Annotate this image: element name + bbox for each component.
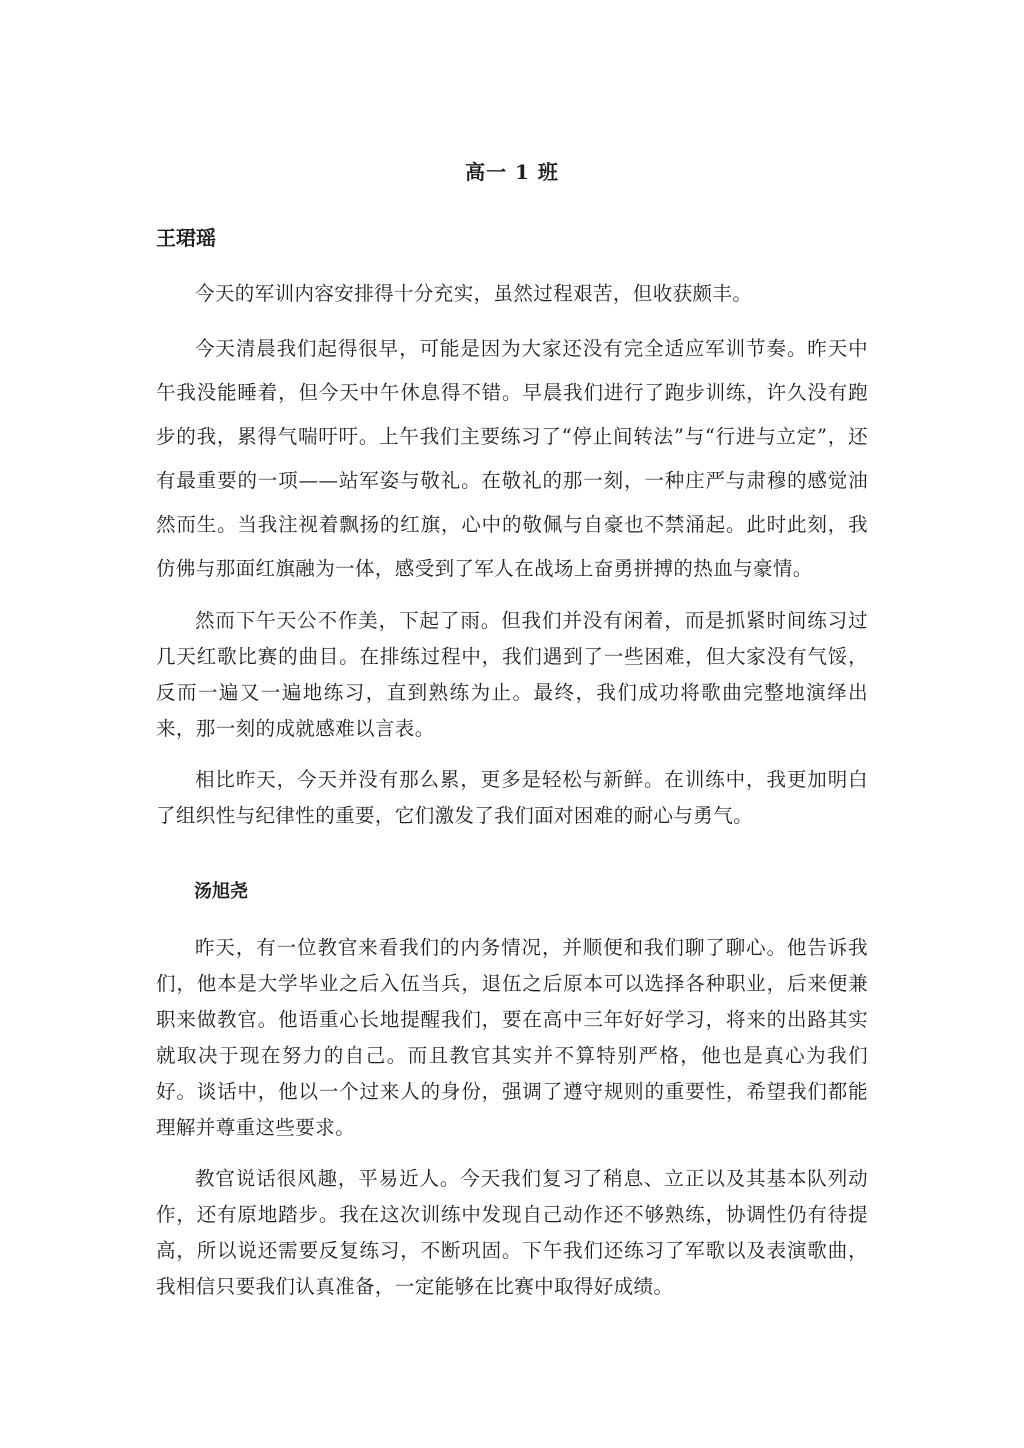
diary-entry <box>156 276 868 834</box>
paragraph: 然而下午天公不作美，下起了雨。但我们并没有闲着，而是抓紧时间练习过几天红歌比赛的曲目。在排练过程中，我们遇到了一些困难，但大家没有气馁，反而一遍又一遍地练习，直到熟练为止。最终，我们成功将歌曲完整地演绎出来，那一刻的成就感难以言表。 <box>156 609 868 740</box>
diary-entry <box>156 930 868 1305</box>
author-name: 王珺瑶 <box>156 226 216 250</box>
paragraph: 今天的军训内容安排得十分充实，虽然过程艰苦，但收获颇丰。 <box>195 282 753 305</box>
document-title: 高一 1 班 <box>465 160 559 184</box>
paragraph: 今天清晨我们起得很早，可能是因为大家还没有完全适应军训节奏。昨天中午我没能睡着，但今天中午休息得不错。早晨我们进行了跑步训练，许久没有跑步的我，累得气喘吁吁。上午我们主要练习了“停止间转法”与“行进与立定”，还有最重要的一项——站军姿与敬礼。在敬礼的那一刻，一种庄严与肃穆的感觉油然而生。当我注视着飘扬的红旗，心中的敬佩与自豪也不禁涌起。此时此刻，我仿佛与那面红旗融为一体，感受到了军人在战场上奋勇拼搏的热血与豪情。 <box>156 337 868 580</box>
paragraph: 相比昨天，今天并没有那么累，更多是轻松与新鲜。在训练中，我更加明白了组织性与纪律性的重要，它们激发了我们面对困难的耐心与勇气。 <box>156 768 868 827</box>
paragraph: 昨天，有一位教官来看我们的内务情况，并顺便和我们聊了聊心。他告诉我们，他本是大学毕业之后入伍当兵，退伍之后原本可以选择各种职业，后来便兼职来做教官。他语重心长地提醒我们，要在高中三年好好学习，将来的出路其实就取决于现在努力的自己。而且教官其实并不算特别严格，他也是真心为我们好。谈话中，他以一个过来人的身份，强调了遵守规则的重要性，希望我们都能理解并尊重这些要求。 <box>156 936 868 1139</box>
author-name: 汤旭尧 <box>194 881 248 902</box>
paragraph: 教官说话很风趣，平易近人。今天我们复习了稍息、立正以及其基本队列动作，还有原地踏步。我在这次训练中发现自己动作还不够熟练，协调性仍有待提高，所以说还需要反复练习，不断巩固。下午我们还练习了军歌以及表演歌曲，我相信只要我们认真准备，一定能够在比赛中取得好成绩。 <box>156 1167 868 1298</box>
